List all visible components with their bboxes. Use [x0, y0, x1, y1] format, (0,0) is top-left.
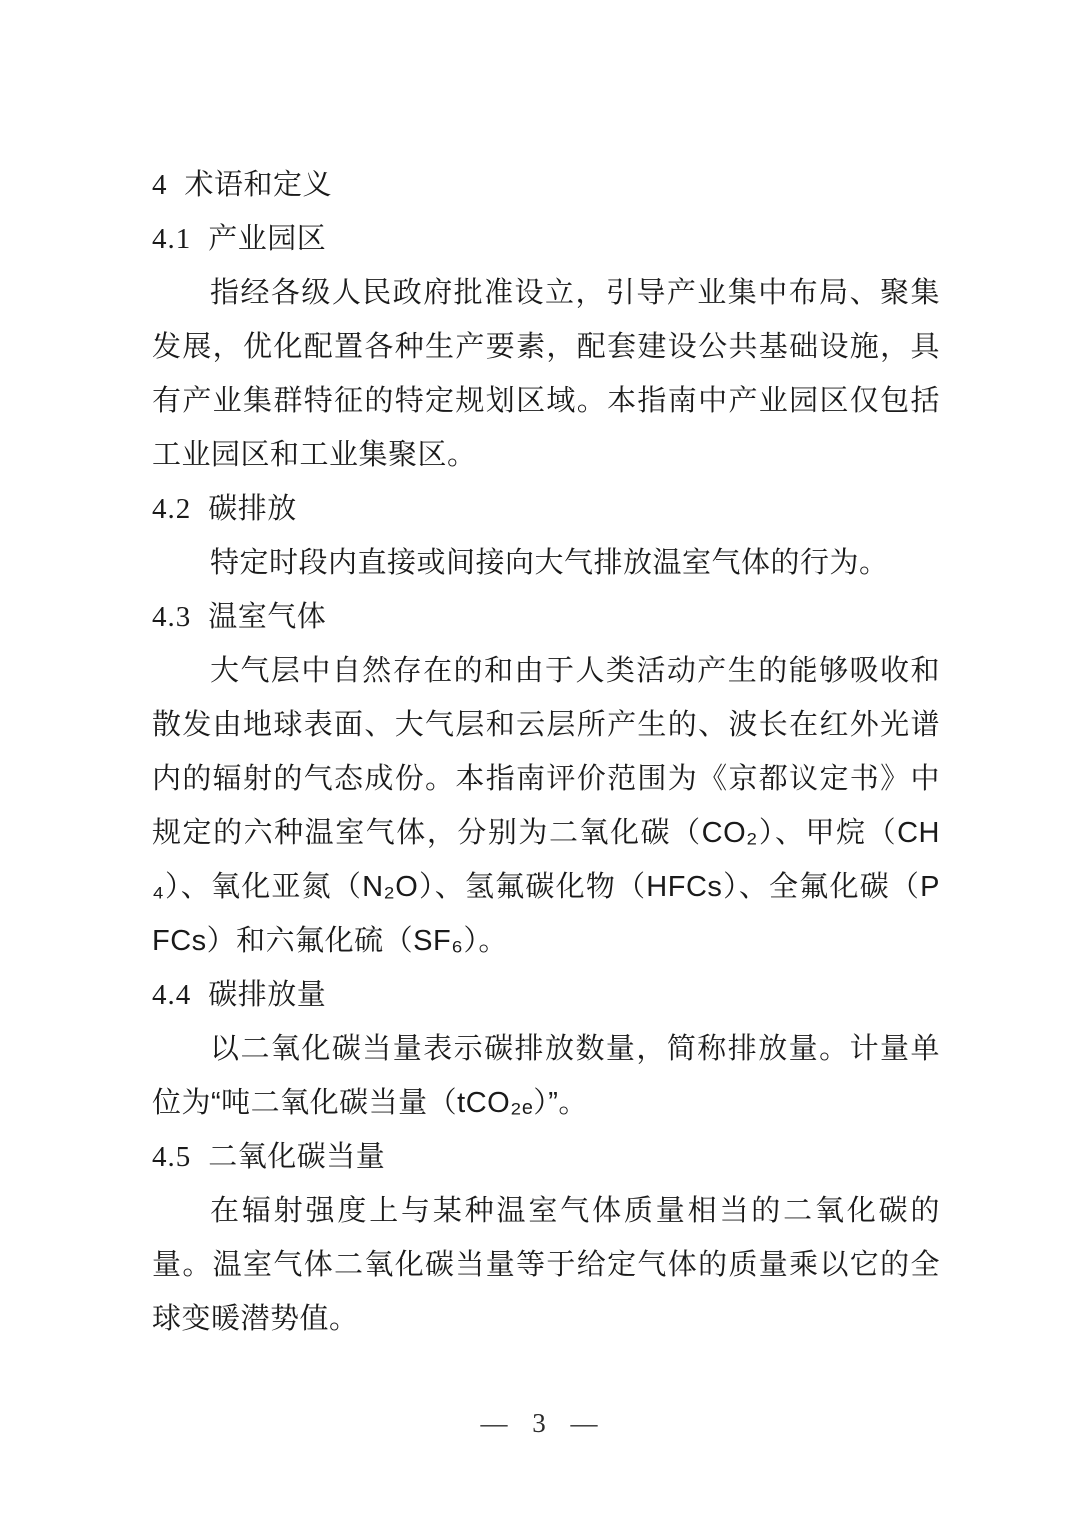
- section-number: 4.3: [152, 601, 192, 633]
- section-title: 碳排放: [208, 493, 297, 525]
- section-title: 温室气体: [208, 601, 327, 633]
- section-number: 4.5: [152, 1141, 192, 1173]
- section-heading-4-2: [152, 482, 940, 536]
- section-number: 4.1: [152, 223, 192, 255]
- page-number: — 3 —: [480, 1408, 600, 1438]
- section-heading-4-5: [152, 1130, 940, 1184]
- page-footer: [0, 1408, 1080, 1439]
- paragraph-carbon-emission-definition: 特定时段内直接或间接向大气排放温室气体的行为。: [210, 547, 889, 579]
- section-heading-4-1: [152, 212, 940, 266]
- section-title: 产业园区: [208, 223, 327, 255]
- section-title: 术语和定义: [184, 169, 333, 201]
- section-heading-4: [152, 158, 940, 212]
- section-heading-4-3: [152, 590, 940, 644]
- section-title: 二氧化碳当量: [208, 1141, 386, 1173]
- paragraph-carbon-emission-amount-definition: 以二氧化碳当量表示碳排放数量，简称排放量。计量单位为“吨二氧化碳当量（tCO₂ₑ）”。: [152, 1033, 940, 1119]
- paragraph-greenhouse-gas-definition: 大气层中自然存在的和由于人类活动产生的能够吸收和散发由地球表面、大气层和云层所产生的、波长在红外光谱内的辐射的气态成份。本指南评价范围为《京都议定书》中规定的六种温室气体，分别为二氧化碳（CO₂）、甲烷（CH₄）、氧化亚氮（N₂O）、氢氟碳化物（HFCs）、全氟化碳（PFCs）和六氟化硫（SF₆）。: [152, 655, 940, 957]
- paragraph-industrial-park-definition: 指经各级人民政府批准设立，引导产业集中布局、聚集发展，优化配置各种生产要素，配套建设公共基础设施，具有产业集群特征的特定规划区域。本指南中产业园区仅包括工业园区和工业集聚区。: [152, 277, 940, 471]
- paragraph-co2-equivalent-definition: 在辐射强度上与某种温室气体质量相当的二氧化碳的量。温室气体二氧化碳当量等于给定气体的质量乘以它的全球变暖潜势值。: [152, 1195, 940, 1335]
- document-content: [152, 158, 940, 1346]
- section-title: 碳排放量: [208, 979, 327, 1011]
- section-number: 4.4: [152, 979, 192, 1011]
- section-heading-4-4: [152, 968, 940, 1022]
- section-number: 4.2: [152, 493, 192, 525]
- section-number: 4: [152, 169, 168, 201]
